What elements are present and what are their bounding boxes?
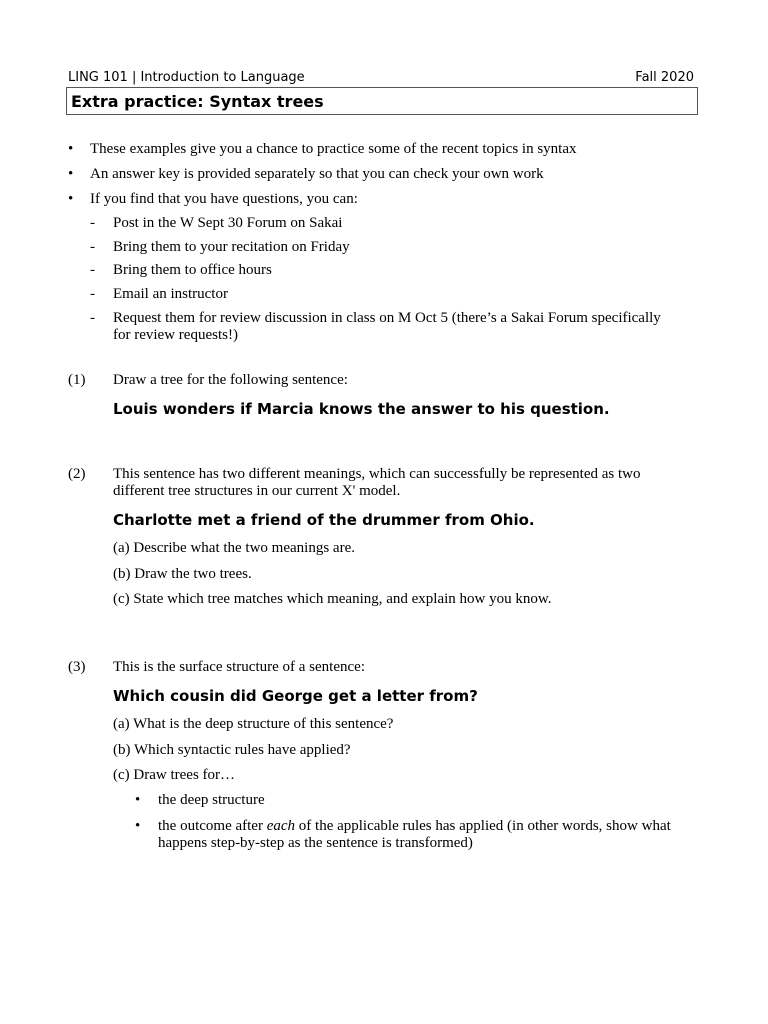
question-number: (1) [68,372,86,388]
sub-item-2: Bring them to your recitation on Friday [113,239,350,255]
intro-bullet-2: An answer key is provided separately so that you can check your own work [90,166,544,182]
sub-item-4: Email an instructor [113,286,228,302]
question-number: (3) [68,659,86,675]
bullet-icon: • [68,166,74,182]
bullet-icon: • [68,141,74,157]
dash-marker: - [90,215,95,231]
q2-part-a: (a) Describe what the two meanings are. [113,540,355,556]
intro-bullet-3: If you find that you have questions, you can: [90,191,358,207]
intro-bullet-1: These examples give you a chance to practice some of the recent topics in syntax [90,141,577,157]
q3-sentence: Which cousin did George get a letter from? [113,687,478,705]
q3-sub-outcome-cont: happens step-by-step as the sentence is transformed) [158,835,473,851]
dash-marker: - [90,262,95,278]
q1-prompt: Draw a tree for the following sentence: [113,372,348,388]
q3-sub-outcome-text: the outcome after [158,818,267,834]
page-title: Extra practice: Syntax trees [71,92,324,111]
emphasis-each: each [266,818,296,834]
q1-sentence: Louis wonders if Marcia knows the answer to his question. [113,400,610,418]
q3-part-c: (c) Draw trees for… [113,767,236,783]
q3-sub-outcome [158,818,671,835]
bullet-icon: • [135,818,141,834]
q3-part-b: (b) Which syntactic rules have applied? [113,742,351,758]
q3-prompt: This is the surface structure of a sentence: [113,659,365,675]
bullet-icon: • [135,792,141,808]
sub-item-5-cont: for review requests!) [113,327,238,343]
title-box [66,87,698,115]
q3-sub-outcome-text: of the applicable rules has applied (in other words, show what [295,818,671,834]
q2-sentence: Charlotte met a friend of the drummer from Ohio. [113,511,535,529]
sub-item-1: Post in the W Sept 30 Forum on Sakai [113,215,343,231]
sub-item-3: Bring them to office hours [113,262,272,278]
bullet-icon: • [68,191,74,207]
q2-part-b: (b) Draw the two trees. [113,566,252,582]
course-title: LING 101 | Introduction to Language [68,70,305,85]
q3-part-a: (a) What is the deep structure of this sentence? [113,716,394,732]
q2-prompt-line2: different tree structures in our current X' model. [113,483,401,499]
dash-marker: - [90,239,95,255]
q2-part-c: (c) State which tree matches which meaning, and explain how you know. [113,591,552,607]
q3-sub-deep-structure: the deep structure [158,792,265,808]
question-number: (2) [68,466,86,482]
term-label: Fall 2020 [635,70,694,85]
q2-prompt-line1: This sentence has two different meanings, which can successfully be represented as two [113,466,641,482]
sub-item-5: Request them for review discussion in class on M Oct 5 (there’s a Sakai Forum specifically [113,310,661,326]
dash-marker: - [90,286,95,302]
dash-marker: - [90,310,95,326]
